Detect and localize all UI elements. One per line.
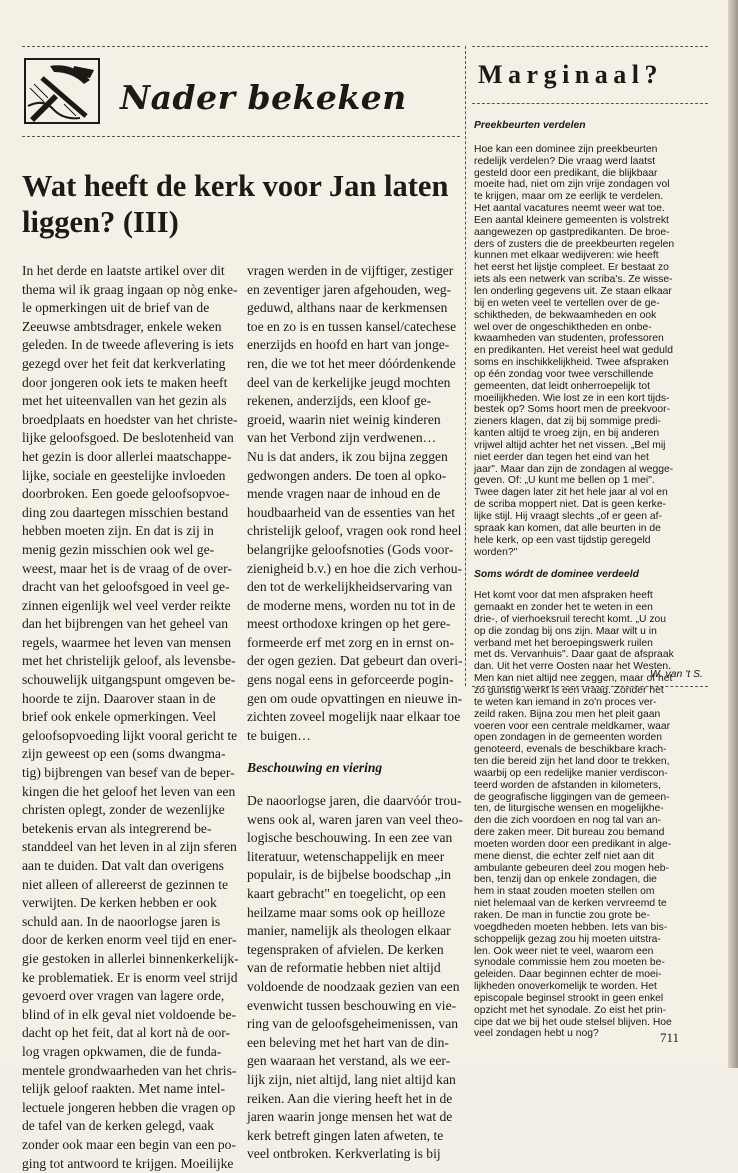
column-divider (465, 46, 466, 686)
text-line: gevoerd over vragen van lagere orde, (22, 987, 239, 1006)
header-rule-bottom (22, 136, 460, 137)
text-line: teerd worden de afstanden in kilometers, (474, 780, 674, 792)
text-line: len. Ook weer niet te veel, waarom een (474, 946, 674, 958)
spacer (474, 132, 674, 144)
text-line: lectuele jongeren hebben die vragen op (22, 1099, 239, 1118)
text-line: worden?" (474, 547, 674, 559)
text-line: heilzame maar soms ook op heilloze (247, 904, 463, 923)
text-line: hem in staat zouden moeten stellen om (474, 886, 674, 898)
text-line: menig gezin misschien ook wel ge- (22, 541, 239, 560)
text-line: dan. Uit het verre Oosten naar het Westen. (474, 661, 674, 673)
text-line: toe en zo is en tussen kansel/catechese (247, 318, 463, 337)
text-line: bij en weten veel te vertellen over de ge- (474, 298, 674, 310)
top-rule-right (472, 46, 708, 47)
text-line: van de reformatie hebben niet altijd (247, 959, 463, 978)
marginaal-title-rule (472, 103, 708, 104)
text-line: Hoe kan een dominee zijn preekbeurten (474, 144, 674, 156)
text-line: den tot de werkelijkheidservaring van (247, 578, 463, 597)
text-line: geduwd, althans naar de kerkmensen (247, 299, 463, 318)
text-line: zienigheid b.v.) en hoe die zich verhou- (247, 560, 463, 579)
text-line: waarbij op een redelijke manier verdiscon- (474, 768, 674, 780)
text-line: veel ontbroken. Kerkverlating is bij (247, 1145, 463, 1164)
text-line: soms en inschikkelijkheid. Twee afspraken (474, 357, 674, 369)
page-number: 711 (660, 1030, 679, 1046)
text-line: geloofsopvoeding lijkt vooral gericht te (22, 727, 239, 746)
text-line: wel over de ongeschiktheden en onbe- (474, 322, 674, 334)
text-line: vragen werden in de vijftiger, zestiger (247, 262, 463, 281)
text-line: christelijk geloof, vragen ook rond heel (247, 522, 463, 541)
text-line: geleden. In de tweede aflevering is iets (22, 336, 239, 355)
signature: W. van 't S. (650, 668, 703, 680)
text-line: jaren waarin jonge mensen het wat de (247, 1108, 463, 1127)
article-column-2 (247, 262, 463, 1164)
text-line: zieners klagen, dat zij bij sommige predi- (474, 416, 674, 428)
text-line: deel van de kerkelijke jeugd mochten (247, 374, 463, 393)
text-line: moeten worden door een predikant in alge- (474, 839, 674, 851)
text-line: de geografische liggingen van de gemeen- (474, 792, 674, 804)
text-line: moeilijkheden. Wie lost ze in een kort tijds- (474, 393, 674, 405)
text-line: geven. Of: „U kunt me bellen op 1 mei". (474, 475, 674, 487)
text-line: de scriba moppert niet. Dat is geen kerke- (474, 499, 674, 511)
text-line: weest, maar het is de vraag of de over- (22, 560, 239, 579)
text-line: van het Verbond zijn verdwenen… (247, 429, 463, 448)
article-headline: Wat heeft de kerk voor Jan laten liggen? (III) (22, 168, 452, 240)
text-line: veel zondagen hebt u nog? (474, 1028, 674, 1040)
text-line: ambulante gebeuren deel zou mogen heb- (474, 863, 674, 875)
text-line: kunnen met elkaar wedijveren: wie heeft (474, 250, 674, 262)
text-line: gens nogal eens in geforceerde pogin- (247, 671, 463, 690)
subheading: Preekbeurten verdelen (474, 120, 674, 132)
text-line: niet helemaal van de kerken vervreemd te (474, 898, 674, 910)
text-line: evenwicht tussen beschouwing en vie- (247, 997, 463, 1016)
text-line: opzicht met het synodale. Zo eist het prin- (474, 1005, 674, 1017)
text-line: regels, waarmee het leven van mensen (22, 634, 239, 653)
section-title: Nader bekeken (120, 78, 407, 117)
text-line: voeren voor een centrale meldkamer, waar (474, 721, 674, 733)
text-line: schoppelijk gezag zou hij moeten uitstra- (474, 934, 674, 946)
text-line: de moderne mens, worden nu tot in de (247, 597, 463, 616)
text-line: lijkheden onoverkomelijk te worden. Het (474, 981, 674, 993)
text-line: kanten altijd te vroeg zijn, en bij anderen (474, 428, 674, 440)
text-line: Twee dagen later zit het hele jaar al vol en (474, 487, 674, 499)
text-line: wens ook al, waren jaren van veel theo- (247, 811, 463, 830)
text-line: belangrijke geloofsnoties (Gods voor- (247, 541, 463, 560)
text-line: schuld aan. In de naoorlogse jaren is (22, 913, 239, 932)
text-line: drie-, of vierhoeksruil terecht komt. „U zou (474, 614, 674, 626)
text-line: len onderling gegevens uit. Ze staan elkaar (474, 286, 674, 298)
text-line: geleiden. Daar beginnen echter de moei- (474, 969, 674, 981)
text-line: Het aantal vacatures neemt weer wat toe. (474, 203, 674, 215)
text-line: zo gunstig werkt is een vraag. Zonder het (474, 685, 674, 697)
text-line: een beleving met het hart van de din- (247, 1034, 463, 1053)
text-line: cipe dat we bij het oude stelsel blijven. Hoe (474, 1017, 674, 1029)
text-line: ten die bereid zijn het land door te trekken, (474, 756, 674, 768)
text-line: niet alleen of allereerst de gezinnen te (22, 876, 239, 895)
text-line: niet eerder dan tegen het eind van het (474, 452, 674, 464)
text-line: mende vragen naar de inhoud en de (247, 485, 463, 504)
text-line: dracht van het geloofsgoed in veel ge- (22, 578, 239, 597)
text-line: gemeenten, dat leidt onherroepelijk tot (474, 381, 674, 393)
text-line: verwijten. De kerken hebben er ook (22, 894, 239, 913)
text-line: le opmerkingen uit de brief van de (22, 299, 239, 318)
text-line: gedwongen anders. De toen al opko- (247, 467, 463, 486)
text-line: met ds. Vervanhuis". Daar gaat de afspraak (474, 649, 674, 661)
text-line: houdbaarheid van de essenties van het (247, 504, 463, 523)
text-line: tegenspraken of afvielen. De kerken (247, 941, 463, 960)
text-line: ders of zusters die de preekbeurten regelen (474, 239, 674, 251)
text-line: aan te duiden. Dat valt dan overigens (22, 857, 239, 876)
text-line: door jongeren ook iets te maken heeft (22, 374, 239, 393)
text-line: ten, de liturgische wensen en mogelijkhe- (474, 803, 674, 815)
text-line: broedplaats en hoedster van het christe- (22, 411, 239, 430)
text-line: ring van de geloofsgeheimenissen, van (247, 1015, 463, 1034)
text-line: schiktheden, de bekwaamheden en ook (474, 310, 674, 322)
text-line: ging tot antwoord te krijgen. Moeilijke (22, 1155, 239, 1173)
marginaal-column (474, 120, 674, 1040)
text-line: redelijk verdelen? Die vraag werd laatst (474, 156, 674, 168)
text-line: betekenis ervan als integrerend be- (22, 820, 239, 839)
text-line: aangewezen op gastpredikanten. De broe- (474, 227, 674, 239)
text-line: episcopale beginsel strookt in geen enkel (474, 993, 674, 1005)
text-line: dere zaken meer. Dit bureau zou bemand (474, 827, 674, 839)
text-line: brief ook enkele opmerkingen. Veel (22, 708, 239, 727)
spacer (474, 558, 674, 569)
text-line: het eerst het lijstje compleet. Er bestaat zo (474, 262, 674, 274)
text-line: Een aantal kleinere gemeenten is volstrekt (474, 215, 674, 227)
text-line: den die zich voordoen en nog tal van an- (474, 815, 674, 827)
subheading: Beschouwing en viering (247, 759, 463, 778)
text-line: synodale commissie hem zou moeten be- (474, 957, 674, 969)
text-line: kaart gebracht" en toegelicht, op een (247, 885, 463, 904)
spacer (474, 581, 674, 590)
text-line: dan het bijbrengen van het geheel van (22, 615, 239, 634)
text-line: iets als een netwerk van scriba's. Ze wisse- (474, 274, 674, 286)
text-line: lijke, sociale en geestelijke invloeden (22, 467, 239, 486)
text-line: te weten kan iemand in zo'n proces ver- (474, 697, 674, 709)
text-line: en predikanten. Het vereist heel wat geduld (474, 345, 674, 357)
text-line: te buigen… (247, 727, 463, 746)
text-line: moeite had, niet om zijn vrije zondagen vol (474, 179, 674, 191)
top-rule-left (22, 46, 460, 47)
text-line: te krijgen, maar om ze eerlijk te verdelen. (474, 191, 674, 203)
article-column-1 (22, 262, 239, 1173)
text-line: groeid, waarin niet weinig kinderen (247, 411, 463, 430)
text-line: kwaamheden van studenten, professoren (474, 333, 674, 345)
text-line: formeerde erf met zorg en in ernst on- (247, 634, 463, 653)
text-line: verband met het beroepingswerk ruilen (474, 638, 674, 650)
text-line: de tafel van de kerken gelegd, vaak (22, 1117, 239, 1136)
text-line: met het uiteenvallen van het gezin als (22, 392, 239, 411)
text-line: ke problematiek. Er is enorm veel strijd (22, 969, 239, 988)
text-line: voldoende de noodzaak gezien van een (247, 978, 463, 997)
text-line: gemaakt en zonder het te weten in een (474, 602, 674, 614)
page-binding-edge (728, 0, 738, 1068)
text-line: kingen die het geloof het leven van een (22, 783, 239, 802)
text-line: gie gestoken in allerlei binnenkerkelijk- (22, 950, 239, 969)
text-line: Het komt voor dat men afspraken heeft (474, 590, 674, 602)
text-line: enerzijds en hoofd en hart van jonge- (247, 336, 463, 355)
text-line: ben, tenzij dan op enkele zondagen, die (474, 874, 674, 886)
text-line: zinnen eigenlijk wel veel verder reikte (22, 597, 239, 616)
text-line: raken. De man in functie zou grote be- (474, 910, 674, 922)
text-line: op één zondag voor twee verschillende (474, 369, 674, 381)
text-line: zichten zoveel mogelijk naar elkaar toe (247, 708, 463, 727)
text-line: kerk betreft gingen laten afweten, te (247, 1127, 463, 1146)
text-line: tig) bijbrengen van besef van de beper- (22, 764, 239, 783)
text-line: vrijwel altijd achter het net vissen. „Bel mij (474, 440, 674, 452)
text-line: hele kerk, op een vast tijdstip geregeld (474, 535, 674, 547)
text-line: lijke geloofsgoed. De beslotenheid van (22, 429, 239, 448)
text-line: Nu is dat anders, ik zou bijna zeggen (247, 448, 463, 467)
text-line: doorbroken. Een goede geloofsopvoe- (22, 485, 239, 504)
text-line: log vragen opkwamen, die de funda- (22, 1043, 239, 1062)
text-line: door de kerken enorm veel tijd en ener- (22, 931, 239, 950)
text-line: meest orthodoxe kringen op het gere- (247, 615, 463, 634)
spacer (247, 745, 463, 759)
text-line: genoteerd, evenals de beschikbare krach- (474, 744, 674, 756)
text-line: In het derde en laatste artikel over dit (22, 262, 239, 281)
text-line: mentele grondwaarheden van het chris- (22, 1062, 239, 1081)
text-line: zonder ook maar een begin van een po- (22, 1136, 239, 1155)
tools-logo-icon (24, 58, 100, 124)
text-line: gezegd over het feit dat kerkverlating (22, 355, 239, 374)
text-line: logische beschouwing. In een zee van (247, 829, 463, 848)
text-line: gesteld door een predikant, die blijkbaar (474, 168, 674, 180)
text-line: manier, namelijk als theologen elkaar (247, 922, 463, 941)
text-line: dacht op het feit, dat al kort nà de oor- (22, 1024, 239, 1043)
text-line: thema wil ik graag ingaan op nòg enke- (22, 281, 239, 300)
text-line: gen waaraan het verstand, als we eer- (247, 1052, 463, 1071)
text-line: telijk geloof raakten. Met name intel- (22, 1080, 239, 1099)
text-line: der ogen gezien. Dat gebeurt dan overi- (247, 652, 463, 671)
text-line: zijn geweest op een (soms dwangma- (22, 745, 239, 764)
spacer (247, 778, 463, 792)
text-line: literatuur, wetenschappelijk en meer (247, 848, 463, 867)
text-line: gen om oude opvattingen en nieuwe in- (247, 690, 463, 709)
text-line: spraak kan komen, dat alle beurten in de (474, 523, 674, 535)
text-line: lijke stijl. Hij vraagt slechts „of er geen af- (474, 511, 674, 523)
text-line: ren, die we tot het meer dóórdenkende (247, 355, 463, 374)
text-line: standdeel van het leven in al zijn sferen (22, 838, 239, 857)
text-line: op die zondag bij ons zijn. Maar wilt u in (474, 626, 674, 638)
text-line: ding zou daartegen misschien bestand (22, 504, 239, 523)
text-line: populair, is de bijbelse boodschap „in (247, 866, 463, 885)
text-line: zeild raken. Bijna zou men het pleit gaan (474, 709, 674, 721)
text-line: Zeeuwse ambtsdrager, enkele weken (22, 318, 239, 337)
text-line: met het christelijk geloof, als levensbe- (22, 652, 239, 671)
text-line: schouwelijk uitgangspunt omgeven be- (22, 671, 239, 690)
subheading: Soms wórdt de dominee verdeeld (474, 569, 674, 581)
text-line: Men kan niet altijd nee zeggen, maar of het (474, 673, 674, 685)
text-line: hebben moeten zijn. En dat is zij in (22, 522, 239, 541)
text-line: christen oplegt, zonder de wezenlijke (22, 801, 239, 820)
text-line: reiken. Aan die viering heeft het in de (247, 1090, 463, 1109)
text-line: hoorde te zijn. Daarover staan in de (22, 690, 239, 709)
text-line: voegdheden moeten hebben. Iets van bis- (474, 922, 674, 934)
text-line: open zondagen in de gemeenten worden (474, 732, 674, 744)
text-line: jaar". Maar dan zijn de zondagen al wegge- (474, 464, 674, 476)
text-line: mene dienst, die echter zelf niet aan dit (474, 851, 674, 863)
marginaal-title: Marginaal? (478, 60, 663, 90)
text-line: bestek op? Soms hoort men de preekvoor- (474, 404, 674, 416)
text-line: het gezin is door allerlei maatschappe- (22, 448, 239, 467)
text-line: De naoorlogse jaren, die daarvóór trou- (247, 792, 463, 811)
text-line: lijk zijn, niet altijd, lang niet altijd kan (247, 1071, 463, 1090)
text-line: blind of in elk geval niet voldoende be- (22, 1006, 239, 1025)
text-line: en zeventiger jaren afgehouden, weg- (247, 281, 463, 300)
text-line: rekenen, anderzijds, een kloof ge- (247, 392, 463, 411)
